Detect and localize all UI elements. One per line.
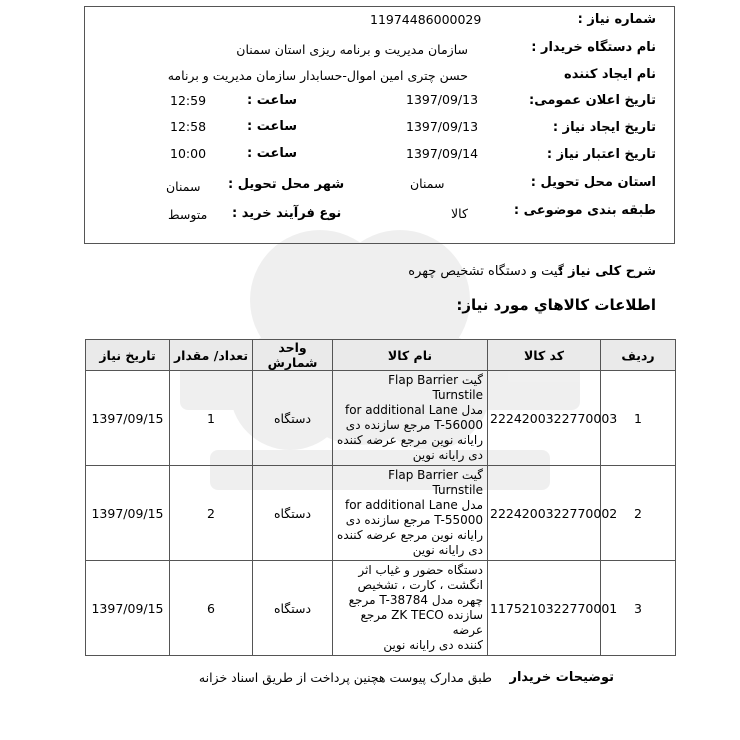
row-number: 1 [601, 371, 676, 466]
create-time-label: ساعت : [247, 119, 298, 134]
item-name-line: گیت Flap Barrier Turnstile [388, 373, 483, 402]
announce-time-value: 12:59 [170, 93, 207, 108]
item-unit: دستگاه [253, 561, 333, 656]
validity-time-value: 10:00 [170, 146, 207, 161]
item-code: 2224200322770003 [488, 371, 601, 466]
item-quantity: 2 [170, 466, 253, 561]
item-name-line: دی رایانه نوین [412, 543, 483, 557]
item-code: 2224200322770002 [488, 466, 601, 561]
buyer-notes-label: توضیحات خریدار [509, 670, 614, 685]
item-name-line: مدل for additional Lane [344, 498, 483, 512]
item-unit: دستگاه [253, 371, 333, 466]
item-need-date: 1397/09/15 [86, 371, 170, 466]
header-unit: واحد شمارش [253, 340, 333, 371]
delivery-province-label: استان محل تحویل : [530, 175, 656, 190]
row-number: 2 [601, 466, 676, 561]
items-section-title: اطلاعات کالاهاي مورد نیاز: [456, 296, 656, 314]
item-name-line: دستگاه حضور و غیاب اثر [358, 563, 483, 577]
purchase-type-value: متوسط [168, 207, 208, 222]
announce-date-value: 1397/09/13 [406, 92, 479, 107]
buyer-org-label: نام دستگاه خریدار : [531, 40, 656, 55]
need-number-label: شماره نیاز : [577, 12, 656, 27]
item-name-line: T-55000 مرجع سازنده دی [345, 513, 483, 527]
header-need-date: تاریخ نیاز [86, 340, 170, 371]
category-value: کالا [451, 206, 468, 221]
item-name [333, 466, 488, 561]
item-name [333, 371, 488, 466]
table-row [86, 561, 676, 656]
create-time-value: 12:58 [170, 119, 207, 134]
announce-time-label: ساعت : [247, 93, 298, 108]
announce-date-label: تاریخ اعلان عمومی: [529, 93, 656, 108]
create-date-value: 1397/09/13 [406, 119, 479, 134]
item-quantity: 6 [170, 561, 253, 656]
summary-value: گیت و دستگاه تشخیص چهره [408, 264, 564, 279]
header-row-number: ردیف [601, 340, 676, 371]
items-table [85, 339, 676, 656]
summary-label: شرح کلی نیاز : [558, 264, 656, 279]
item-unit: دستگاه [253, 466, 333, 561]
table-row [86, 371, 676, 466]
need-number-value: 11974486000029 [370, 12, 482, 27]
validity-time-label: ساعت : [247, 146, 298, 161]
item-name [333, 561, 488, 656]
delivery-city-value: سمنان [166, 179, 201, 194]
creator-label: نام ایجاد کننده [564, 67, 656, 82]
item-name-line: انگشت ، کارت ، تشخیص [357, 578, 483, 592]
header-item-name: نام کالا [333, 340, 488, 371]
item-quantity: 1 [170, 371, 253, 466]
validity-date-label: تاریخ اعتبار نیاز : [546, 147, 656, 162]
item-name-line: کننده دی رایانه نوین [383, 638, 483, 652]
item-name-line: گیت Flap Barrier Turnstile [388, 468, 483, 497]
item-code: 1175210322770001 [488, 561, 601, 656]
table-row [86, 466, 676, 561]
item-name-line: دی رایانه نوین [412, 448, 483, 462]
item-name-line: رایانه نوین مرجع عرضه کننده [337, 433, 483, 447]
category-label: طبقه بندی موضوعی : [513, 203, 656, 218]
creator-value: حسن چتری امین اموال-حسابدار سازمان مدیریت و برنامه [167, 68, 468, 83]
buyer-notes-value: طبق مدارک پیوست هچنین پرداخت از طریق اسناد خزانه [198, 670, 492, 685]
purchase-type-label: نوع فرآیند خرید : [232, 206, 342, 221]
delivery-province-value: سمنان [410, 176, 445, 191]
item-need-date: 1397/09/15 [86, 561, 170, 656]
item-name-line: چهره مدل T-38784 مرجع [348, 593, 483, 607]
create-date-label: تاریخ ایجاد نیاز : [552, 120, 656, 135]
header-quantity: تعداد/ مقدار [170, 340, 253, 371]
item-need-date: 1397/09/15 [86, 466, 170, 561]
delivery-city-label: شهر محل تحویل : [228, 177, 345, 192]
item-name-line: سازنده ZK TECO مرجع عرضه [360, 608, 483, 637]
item-name-line: مدل for additional Lane [344, 403, 483, 417]
item-name-line: T-56000 مرجع سازنده دی [345, 418, 483, 432]
buyer-org-value: سازمان مدیریت و برنامه ریزی استان سمنان [236, 42, 468, 57]
validity-date-value: 1397/09/14 [406, 146, 479, 161]
header-item-code: کد کالا [488, 340, 601, 371]
row-number: 3 [601, 561, 676, 656]
item-name-line: رایانه نوین مرجع عرضه کننده [337, 528, 483, 542]
table-header-row [86, 340, 676, 371]
